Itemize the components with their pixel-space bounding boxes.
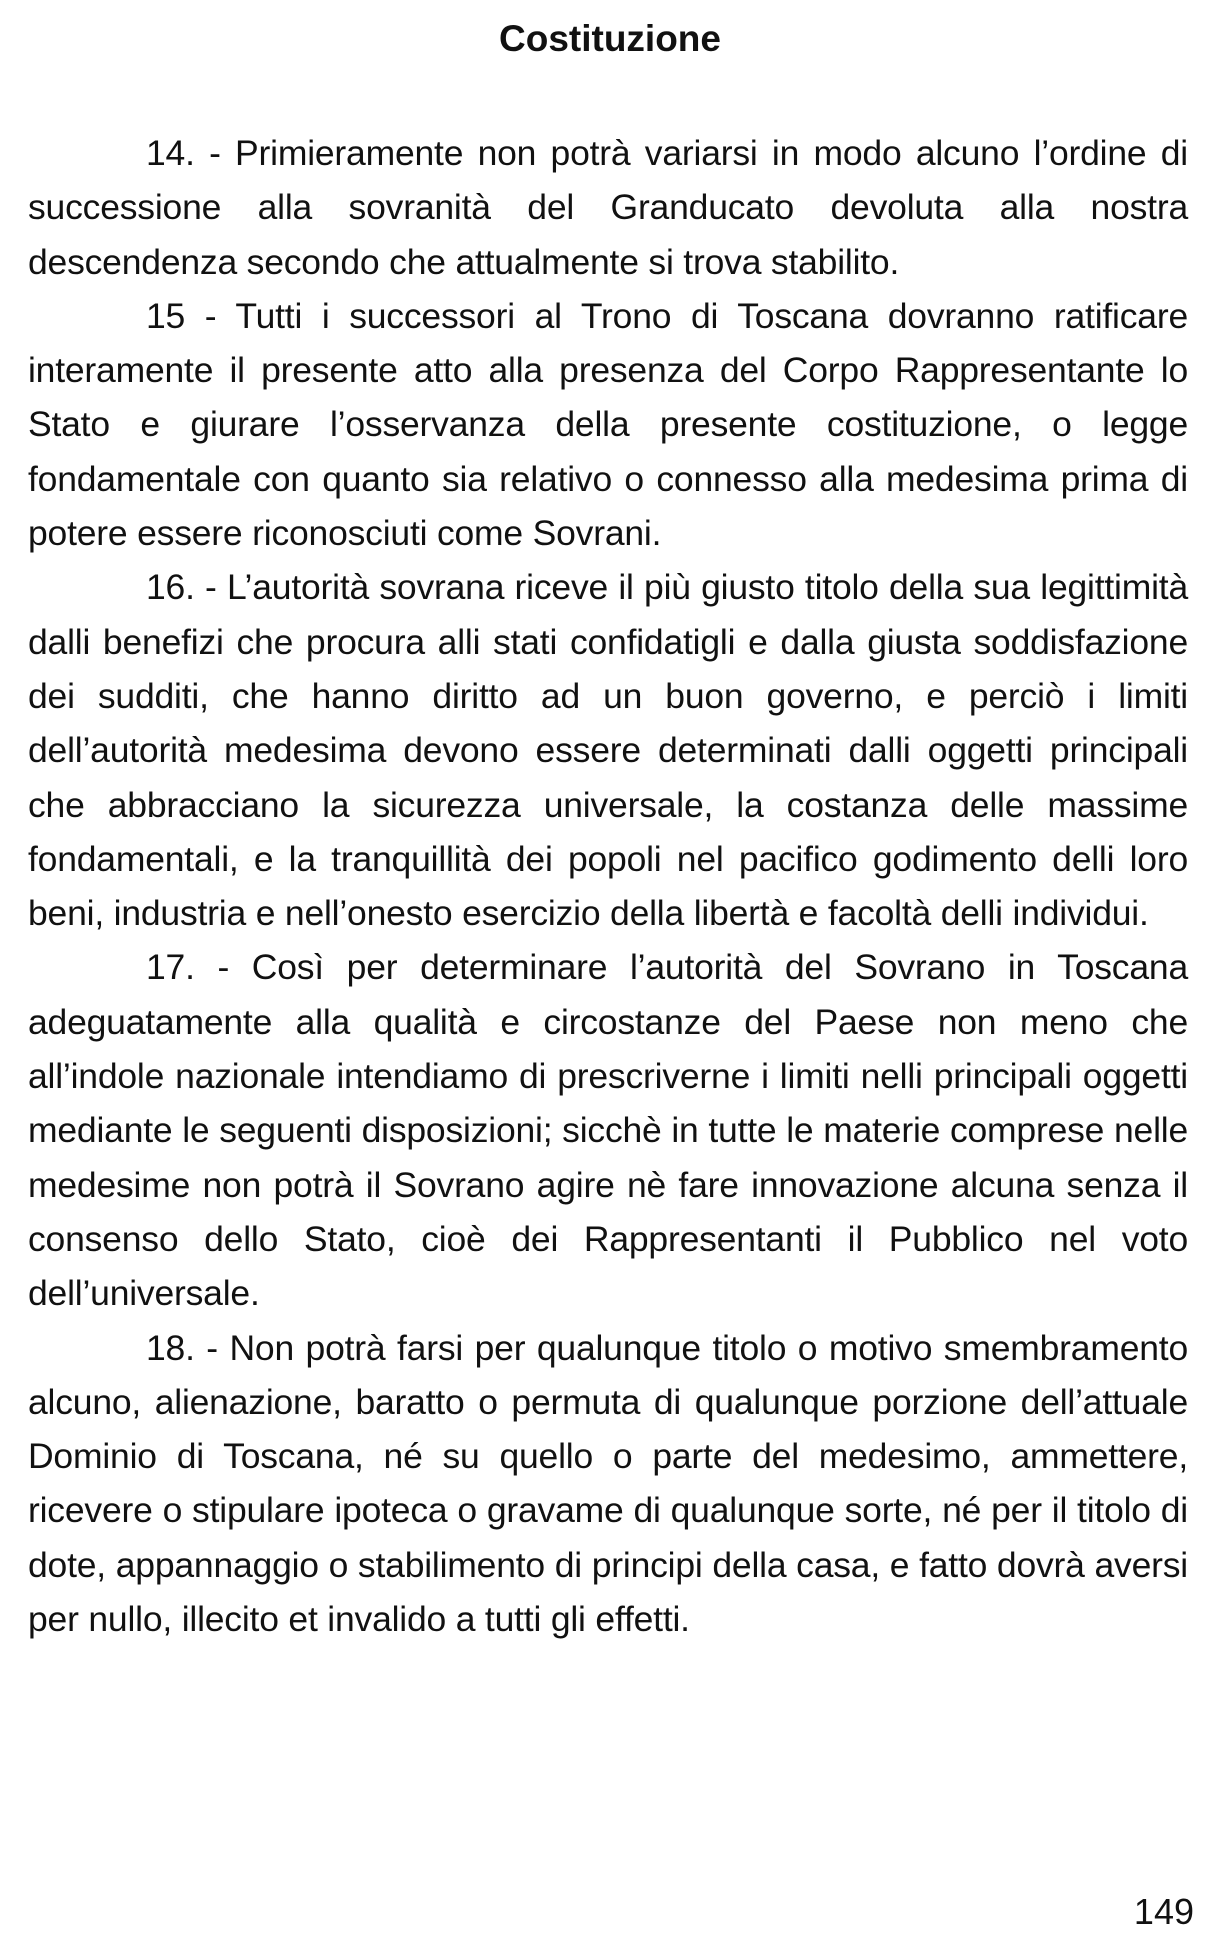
article-15-paragraph: 15 - Tutti i successori al Trono di Toscana dovranno ratificare interamente il presente atto alla presenza del Corpo Rappresentante lo Stato e giurare l’osservanza della presente costituzione, o legge fondamentale con quanto sia relativo o connesso alla medesima prima di potere essere riconosciuti come Sovrani. xyxy=(28,295,1188,554)
body-text xyxy=(28,126,1188,1646)
page-number: 149 xyxy=(1133,1891,1194,1932)
article-16-paragraph: 16. - L’autorità sovrana riceve il più giusto titolo della sua legittimità dalli benefizi che procura alli stati confidatigli e dalla giusta soddisfazione dei sudditi, che hanno diritto ad un buon governo, e perciò i limiti dell’autorità medesima devono essere determinati dalli oggetti principali che abbracciano la sicurezza universale, la costanza delle massime fondamentali, e la tranquillità dei popoli nel pacifico godimento delli loro beni, industria e nell’onesto esercizio della libertà e facoltà delli individui. xyxy=(28,567,1188,934)
article-17-paragraph: 17. - Così per determinare l’autorità del Sovrano in Toscana adeguatamente alla qualità e circostanze del Paese non meno che all’indole nazionale intendiamo di prescriverne i limiti nelli principali oggetti mediante le seguenti disposizioni; sicchè in tutte le materie comprese nelle medesime non potrà il Sovrano agire nè fare innovazione alcuna senza il consenso dello Stato, cioè dei Rappresentanti il Pubblico nel voto dell’universale. xyxy=(28,947,1188,1314)
article-14-paragraph: 14. - Primieramente non potrà variarsi in modo alcuno l’ordine di successione alla sovranità del Granducato devoluta alla nostra descendenza secondo che attualmente si trova stabilito. xyxy=(28,133,1188,282)
running-header: Costituzione xyxy=(499,18,721,59)
article-18-paragraph: 18. - Non potrà farsi per qualunque titolo o motivo smembramento alcuno, alienazione, baratto o permuta di qualunque porzione dell’attuale Dominio di Toscana, né su quello o parte del medesimo, ammettere, ricevere o stipulare ipoteca o gravame di qualunque sorte, né per il titolo di dote, appannaggio o stabilimento di principi della casa, e fatto dovrà aversi per nullo, illecito et invalido a tutti gli effetti. xyxy=(28,1327,1188,1640)
